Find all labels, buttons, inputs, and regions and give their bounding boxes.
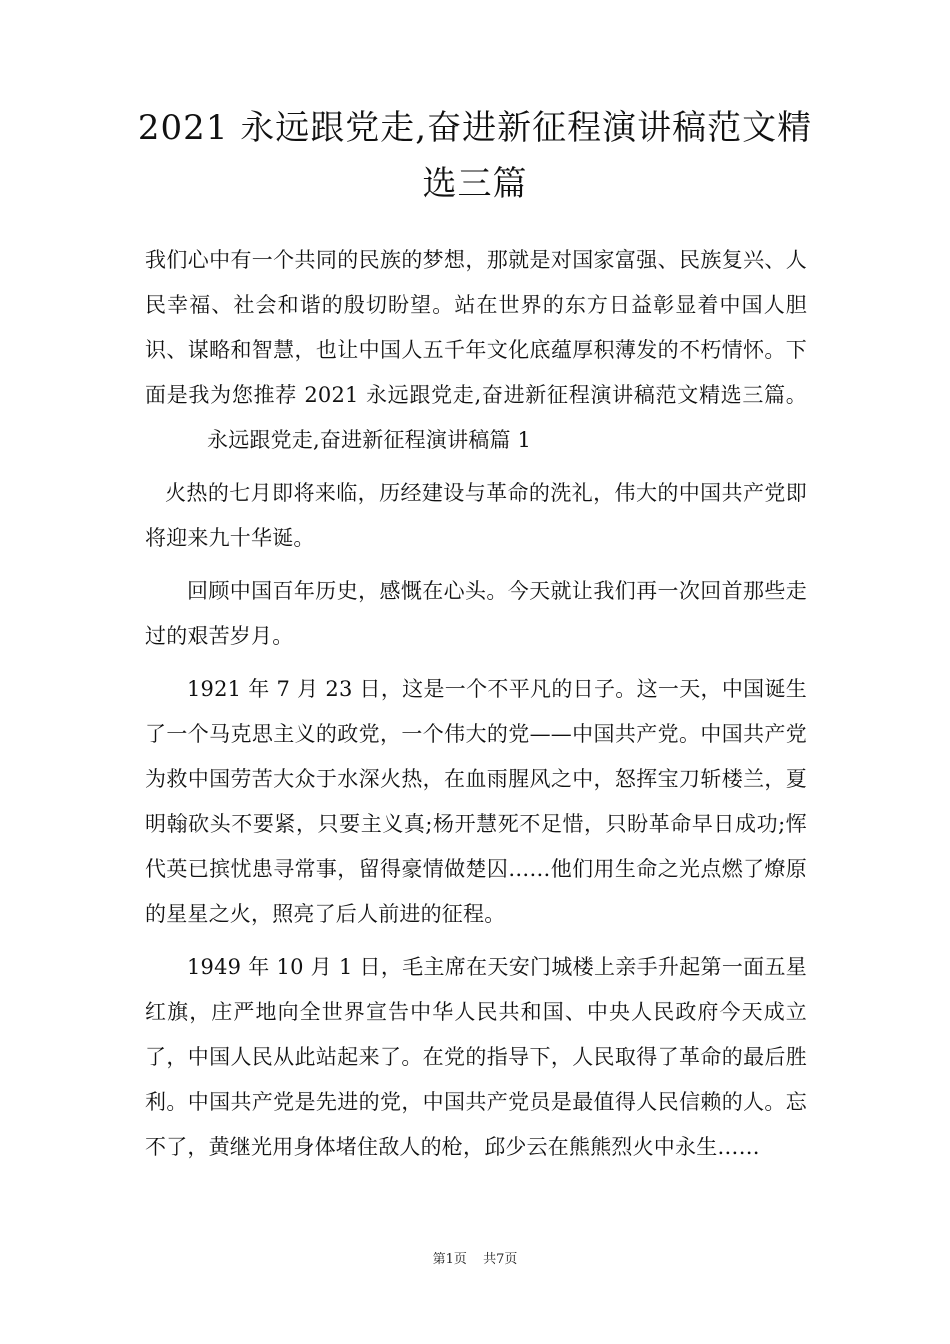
title-line-1: 2021 永远跟党走,奋进新征程演讲稿范文精 (137, 108, 813, 148)
intro-text: 我们心中有一个共同的民族的梦想，那就是对国家富强、民族复兴、人民幸福、社会和谐的殷切盼望。站在世界的东方日益彰显着中国人胆识、谋略和智慧，也让中国人五千年文化底蕴厚积薄发的不朽情怀。下面是我为您推荐 2021 永远跟党走,奋进新征程演讲稿范文精选三篇。 (145, 248, 807, 407)
title-line-2: 选三篇 (422, 164, 528, 204)
intro-paragraph (145, 238, 807, 463)
page-footer (0, 1248, 950, 1267)
section-heading: 永远跟党走,奋进新征程演讲稿篇 1 (207, 428, 532, 452)
document-body (145, 238, 807, 1178)
page-number-current: 第1页 (432, 1252, 467, 1267)
body-paragraph-1: 火热的七月即将来临，历经建设与革命的洗礼，伟大的中国共产党即将迎来九十华诞。 (145, 481, 807, 550)
document-title (110, 100, 840, 212)
body-paragraph-4: 1949 年 10 月 1 日，毛主席在天安门城楼上亲手升起第一面五星红旗，庄严地向全世界宣告中华人民共和国、中央人民政府今天成立了，中国人民从此站起来了。在党的指导下，人民取得了革命的最后胜利。中国共产党是先进的党，中国共产党员是最值得人民信赖的人。忘不了，黄继光用身体堵住敌人的枪，邱少云在熊熊烈火中永生…… (145, 955, 807, 1159)
page-number-total: 共7页 (483, 1252, 518, 1267)
body-paragraph-3: 1921 年 7 月 23 日，这是一个不平凡的日子。这一天，中国诞生了一个马克思主义的政党，一个伟大的党——中国共产党。中国共产党为救中国劳苦大众于水深火热，在血雨腥风之中，怒挥宝刀斩楼兰，夏明翰砍头不要紧，只要主义真;杨开慧死不足惜，只盼革命早日成功;恽代英已摈忧患寻常事，留得豪情做楚囚……他们用生命之光点燃了燎原的星星之火，照亮了后人前进的征程。 (145, 677, 807, 926)
body-paragraph-2: 回顾中国百年历史，感慨在心头。今天就让我们再一次回首那些走过的艰苦岁月。 (145, 579, 807, 648)
